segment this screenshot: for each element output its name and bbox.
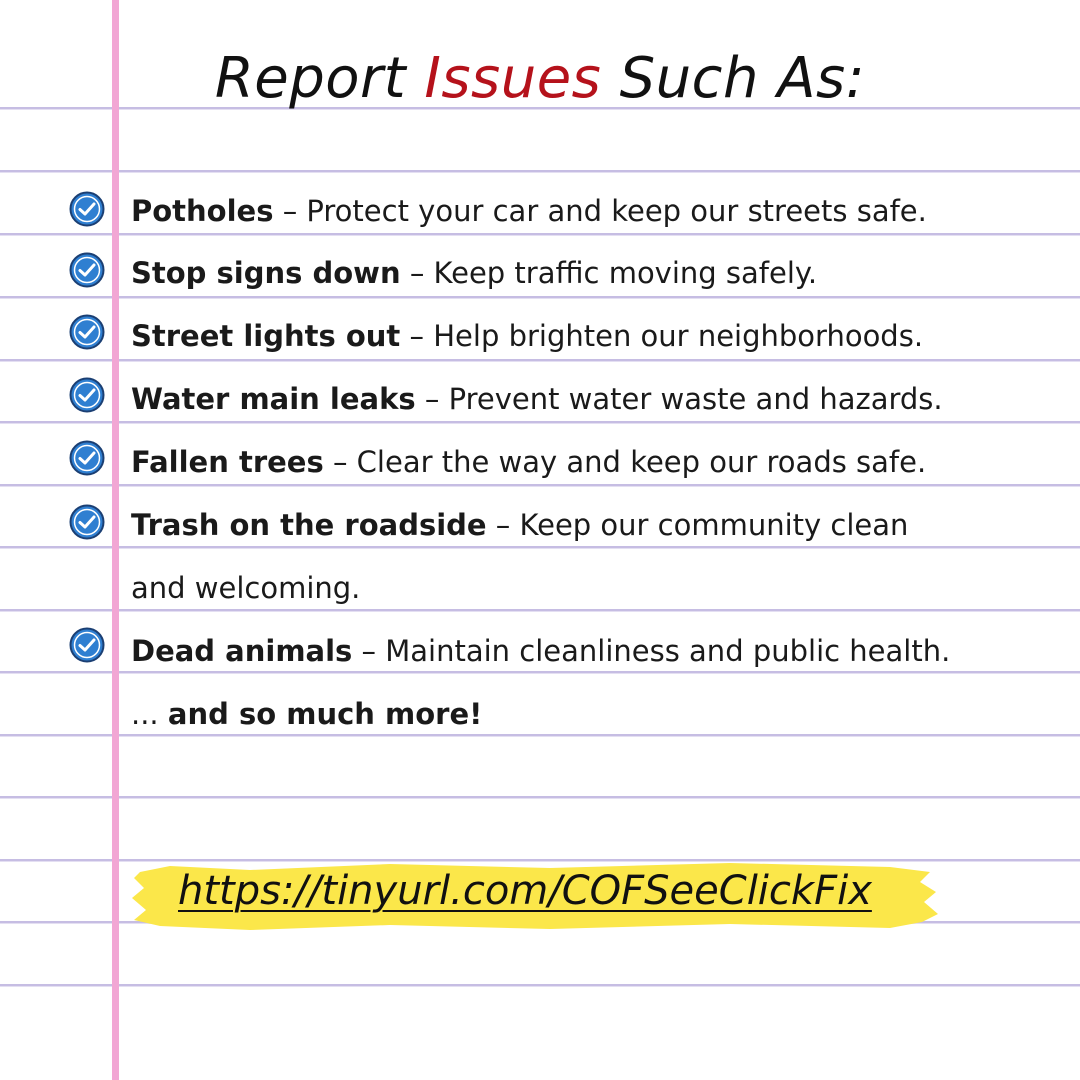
item-description: – Protect your car and keep our streets safe. [273, 194, 927, 228]
check-circle-icon [69, 252, 105, 288]
item-description: – Maintain cleanliness and public health. [352, 634, 951, 668]
list-item [131, 631, 1031, 671]
item-description: – Prevent water waste and hazards. [415, 382, 943, 416]
title-part-2: Such As: [601, 46, 866, 111]
check-circle-icon [69, 377, 105, 413]
check-circle-icon [69, 504, 105, 540]
ruled-line [0, 609, 1080, 611]
item-title: Trash on the roadside [131, 508, 487, 542]
ruled-line [0, 484, 1080, 486]
margin-line [112, 0, 119, 1080]
item-title: Fallen trees [131, 445, 324, 479]
item-description: – Clear the way and keep our roads safe. [323, 445, 927, 479]
list-item [131, 316, 1031, 356]
ruled-line [0, 233, 1080, 235]
check-circle-icon [69, 440, 105, 476]
list-item [131, 191, 1031, 231]
item-description: – Help brighten our neighborhoods. [400, 319, 924, 353]
ruled-line [0, 796, 1080, 798]
ruled-line [0, 421, 1080, 423]
item-title: Street lights out [131, 319, 401, 353]
item-title: Stop signs down [131, 256, 401, 290]
list-item-continuation [131, 568, 1031, 608]
item-title: Dead animals [131, 634, 353, 668]
page-title [0, 46, 1080, 111]
more-bold: and so much more! [167, 697, 483, 731]
ruled-line [0, 359, 1080, 361]
title-part-1: Report [214, 46, 425, 111]
item-description: – Keep our community clean [486, 508, 909, 542]
seeclickfix-link[interactable]: https://tinyurl.com/COFSeeClickFix [178, 868, 872, 914]
title-accent: Issues [424, 46, 602, 111]
item-title: Potholes [131, 194, 274, 228]
item-title: Water main leaks [131, 382, 416, 416]
ruled-line [0, 734, 1080, 736]
ruled-line [0, 984, 1080, 986]
check-circle-icon [69, 314, 105, 350]
ruled-line [0, 671, 1080, 673]
ruled-line [0, 170, 1080, 172]
item-description: – Keep traffic moving safely. [400, 256, 818, 290]
item-description-continued: and welcoming. [131, 571, 361, 605]
check-circle-icon [69, 191, 105, 227]
list-item [131, 442, 1031, 482]
more-prefix: ... [131, 697, 168, 731]
list-item [131, 253, 1031, 293]
list-item [131, 505, 1031, 545]
ruled-line [0, 296, 1080, 298]
more-text [131, 694, 482, 734]
list-item [131, 379, 1031, 419]
ruled-line [0, 546, 1080, 548]
check-circle-icon [69, 627, 105, 663]
